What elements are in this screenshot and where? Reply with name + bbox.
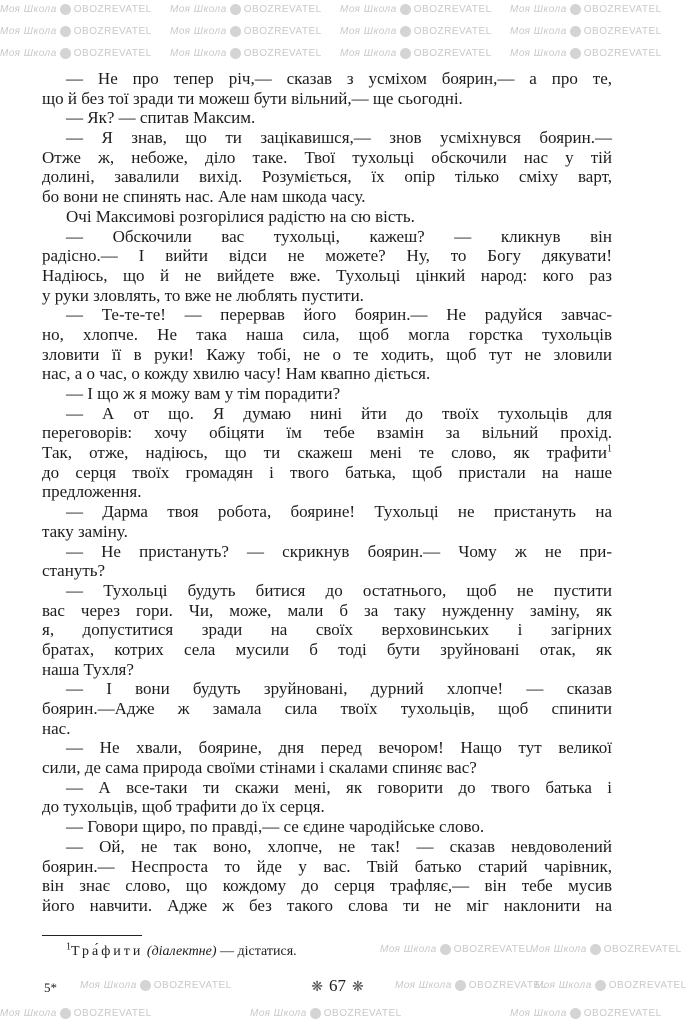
text-line-content: Надіюсь, що й не вийдете вже. Тухольці цінкий народ: кого раз <box>42 265 612 285</box>
watermark-school: Моя Школа <box>170 26 227 38</box>
text-line-content: до серця твоїх громадян і твого батька, щоб пристали на наше <box>42 462 612 482</box>
text-line-content: — Дарма твоя робота, боярине! Тухольці не пристануть на <box>66 502 612 522</box>
text-line-content: братах, котрих села мусили б тоді бути зруйновані отак, як <box>42 639 612 659</box>
text-line-content: нас. <box>42 718 71 738</box>
text-line <box>42 266 612 286</box>
ornament-left-icon: ❋ <box>311 980 323 995</box>
text-line-content: — Не хвали, боярине, дня перед вечором! Нащо тут великої <box>66 738 612 758</box>
text-line <box>42 660 612 680</box>
text-line-content: — Не про тепер річ,— сказав з усміхом боярин,— а про те, <box>66 69 612 88</box>
text-line-content: він знає слово, що кождому до серця трафляє,— він тебе мусив <box>42 876 612 896</box>
text-line-content: переговорів: хочу обіцяти їм тебе взамін за вільний прохід. <box>42 423 612 443</box>
text-line <box>42 463 612 483</box>
watermark-school: Моя Школа <box>0 48 57 60</box>
text-line <box>42 679 612 699</box>
text-line <box>42 364 612 384</box>
text-line <box>42 345 612 365</box>
watermark-school: Моя Школа <box>510 4 567 16</box>
footnote-divider <box>42 935 142 936</box>
watermark-logo-icon <box>60 26 71 37</box>
watermark-logo-icon <box>570 26 581 37</box>
watermark <box>0 48 152 60</box>
watermark-brand: OBOZREVATEL <box>453 944 532 956</box>
text-line-content: наша Тухля? <box>42 659 134 679</box>
watermark <box>510 1008 662 1020</box>
body-text <box>42 69 612 916</box>
text-line <box>42 581 612 601</box>
watermark-logo-icon <box>230 48 241 59</box>
text-line-content: радісно.— І вийти відси не можете? Ну, то Богу дякувати! <box>42 246 612 266</box>
text-line <box>42 778 612 798</box>
watermark-logo-icon <box>570 1008 581 1019</box>
footnote-reference: 1 <box>607 443 612 455</box>
text-line <box>42 423 612 443</box>
text-line-content: я, допуститися зради на своїх верховинських і загірних <box>42 620 612 640</box>
page-number: 67 <box>329 976 346 995</box>
watermark-brand: OBOZREVATEL <box>323 1008 402 1020</box>
watermark-school: Моя Школа <box>170 4 227 16</box>
watermark-brand: OBOZREVATEL <box>413 26 492 38</box>
watermark <box>250 1008 402 1020</box>
text-line-content: сили, де сама природа своїми стінами і скалами спиняє вас? <box>42 758 477 778</box>
text-line <box>42 167 612 187</box>
watermark-school: Моя Школа <box>250 1008 307 1020</box>
text-line-content: його навчити. Адже ж без такого слова ти не міг наклонити на <box>42 895 612 915</box>
text-line-content: у руки зловлять, то вже не люблять пустити. <box>42 285 364 305</box>
watermark <box>510 4 662 16</box>
watermark-brand: OBOZREVATEL <box>243 48 322 60</box>
watermark-school: Моя Школа <box>535 980 592 992</box>
watermark-logo-icon <box>400 26 411 37</box>
text-line <box>42 738 612 758</box>
watermark-brand: OBOZREVATEL <box>413 4 492 16</box>
watermark-school: Моя Школа <box>340 48 397 60</box>
footnote <box>66 941 297 960</box>
watermark-logo-icon <box>595 980 606 991</box>
watermark-school: Моя Школа <box>170 48 227 60</box>
watermark-brand: OBOZREVATEL <box>583 26 662 38</box>
text-line-content: — І що ж я можу вам у тім порадити? <box>66 384 341 403</box>
text-line-content: що й без тої зради ти можеш бути вільний,— ще сьогодні. <box>42 88 463 108</box>
watermark-brand: OBOZREVATEL <box>153 980 232 992</box>
text-line <box>42 876 612 896</box>
watermark <box>340 26 492 38</box>
watermark-brand: OBOZREVATEL <box>243 4 322 16</box>
watermark <box>0 26 152 38</box>
text-line <box>42 640 612 660</box>
text-line <box>42 542 612 562</box>
text-line-content: — Ой, не так воно, хлопче, не так! — сказав невдоволений <box>66 836 612 856</box>
text-line <box>42 699 612 719</box>
text-line <box>42 286 612 306</box>
watermark-logo-icon <box>230 26 241 37</box>
text-line <box>42 758 612 778</box>
text-line <box>42 502 612 522</box>
text-line <box>42 148 612 168</box>
watermark-school: Моя Школа <box>340 26 397 38</box>
printer-signature: 5* <box>44 980 57 995</box>
text-line <box>42 108 612 128</box>
watermark-logo-icon <box>310 1008 321 1019</box>
text-line-content: таку заміну. <box>42 521 128 541</box>
text-line <box>42 325 612 345</box>
watermark-logo-icon <box>570 4 581 15</box>
watermark-brand: OBOZREVATEL <box>583 4 662 16</box>
text-line <box>42 719 612 739</box>
text-line-content: долині, завалили вихід. Розуміється, їх опір тілько сміху варт, <box>42 167 612 187</box>
watermark <box>170 4 322 16</box>
watermark <box>510 26 662 38</box>
watermark-logo-icon <box>570 48 581 59</box>
footnote-definition: — дістатися. <box>216 944 297 959</box>
text-line-content: зловити її в руки! Кажу тобі, не о те ходить, щоб тут не зловили <box>42 344 612 364</box>
text-line <box>42 620 612 640</box>
text-line-content: Так, отже, надіюсь, що ти скажеш мені те слово, як трафити <box>42 443 607 463</box>
watermark <box>80 980 232 992</box>
watermark-school: Моя Школа <box>0 4 57 16</box>
text-line <box>42 227 612 247</box>
watermark-school: Моя Школа <box>380 944 437 956</box>
watermark <box>510 48 662 60</box>
watermark-brand: OBOZREVATEL <box>413 48 492 60</box>
text-line-content: — Обскочили вас тухольці, кажеш? — кликнув він <box>66 226 612 246</box>
text-line <box>42 404 612 424</box>
text-line-content: стануть? <box>42 561 106 581</box>
watermark-brand: OBOZREVATEL <box>603 944 682 956</box>
watermark-school: Моя Школа <box>0 1008 57 1020</box>
watermark-brand: OBOZREVATEL <box>583 1008 662 1020</box>
watermark <box>0 1008 152 1020</box>
footnote-mark: 1 <box>66 941 71 953</box>
text-line-content: предложення. <box>42 482 142 502</box>
watermark <box>535 980 687 992</box>
text-line-content: вас через гори. Чи, може, мали б за таку нужденну заміну, як <box>42 600 612 620</box>
text-line-content: боярин.—Адже ж замала сила твоїх тухольців, щоб спинити <box>42 699 612 718</box>
text-line <box>42 817 612 837</box>
watermark-school: Моя Школа <box>340 4 397 16</box>
ornament-right-icon: ❋ <box>352 980 364 995</box>
watermark-school: Моя Школа <box>510 48 567 60</box>
watermark-brand: OBOZREVATEL <box>608 980 687 992</box>
text-line <box>42 896 612 916</box>
watermark-brand: OBOZREVATEL <box>73 4 152 16</box>
text-line <box>42 246 612 266</box>
watermark-logo-icon <box>400 48 411 59</box>
watermark-school: Моя Школа <box>530 944 587 956</box>
text-line <box>42 69 612 89</box>
watermark <box>0 4 152 16</box>
text-line-content: Очі Максимові розгорілися радістю на сю вість. <box>66 206 415 226</box>
text-line-content: — Говори щиро, по правді,— се єдине чародійське слово. <box>66 817 485 837</box>
watermark-logo-icon <box>60 4 71 15</box>
watermark-logo-icon <box>140 980 151 991</box>
text-line <box>42 384 612 404</box>
footnote-qualifier: (діалектне) <box>146 944 217 959</box>
watermark-brand: OBOZREVATEL <box>243 26 322 38</box>
watermark-brand: OBOZREVATEL <box>73 26 152 38</box>
watermark <box>380 944 532 956</box>
text-line-content: — Не пристануть? — скрикнув боярин.— Чому ж не при- <box>66 541 612 561</box>
watermark-logo-icon <box>230 4 241 15</box>
watermark-school: Моя Школа <box>510 1008 567 1020</box>
watermark-logo-icon <box>60 48 71 59</box>
text-line <box>42 857 612 877</box>
text-line <box>42 187 612 207</box>
watermark-school: Моя Школа <box>0 26 57 38</box>
watermark <box>340 4 492 16</box>
text-line <box>42 522 612 542</box>
watermark <box>395 980 547 992</box>
text-line-content: — Те-те-те! — перервав його боярин.— Не радуйся завчас- <box>66 305 612 325</box>
text-line <box>42 601 612 621</box>
text-line <box>42 89 612 109</box>
text-line <box>42 482 612 502</box>
text-line <box>42 797 612 817</box>
watermark-brand: OBOZREVATEL <box>73 1008 152 1020</box>
watermark <box>170 26 322 38</box>
watermark-school: Моя Школа <box>80 980 137 992</box>
watermark-logo-icon <box>400 4 411 15</box>
text-line-content: — Я знав, що ти зацікавишся,— знов усміхнувся боярин.— <box>66 128 612 148</box>
text-line-content: — І вони будуть зруйновані, дурний хлопче! — сказав <box>66 679 612 699</box>
text-line <box>42 837 612 857</box>
text-line <box>42 305 612 325</box>
watermark-school: Моя Школа <box>510 26 567 38</box>
text-line <box>42 128 612 148</box>
text-line <box>42 207 612 227</box>
text-line-content: — А от що. Я думаю нині йти до твоїх тухольців для <box>66 403 612 423</box>
watermark-brand: OBOZREVATEL <box>583 48 662 60</box>
text-line <box>42 561 612 581</box>
watermark-logo-icon <box>60 1008 71 1019</box>
text-line-content: бо вони не спинять нас. Але нам шкода часу. <box>42 187 366 207</box>
text-line-content: — Як? — спитав Максим. <box>66 108 256 128</box>
text-line-content: — А все-таки ти скажи мені, як говорити до твого батька і <box>66 777 612 797</box>
page-number-block <box>305 976 369 998</box>
text-line-content: — Тухольці будуть битися до остатнього, щоб не пустити <box>66 580 612 600</box>
text-line-content: но, хлопче. Не така наша сила, щоб могла горстка тухольців <box>42 324 612 344</box>
text-line-content: Отже ж, небоже, діло таке. Твої тухольці обскочили нас у тій <box>42 147 612 167</box>
watermark-logo-icon <box>590 944 601 955</box>
watermark-logo-icon <box>455 980 466 991</box>
watermark-school: Моя Школа <box>395 980 452 992</box>
watermark-brand: OBOZREVATEL <box>73 48 152 60</box>
text-line <box>42 443 612 463</box>
watermark-brand: OBOZREVATEL <box>468 980 547 992</box>
text-line-content: боярин.— Неспроста то йде у вас. Твій батько старий чарівник, <box>42 856 612 876</box>
watermark <box>340 48 492 60</box>
text-line-content: до тухольців, щоб трафити до їх серця. <box>42 797 325 817</box>
text-line-content: нас, а о час, о кожду хвилю часу! Нам квапно діється. <box>42 364 431 384</box>
footnote-term: Тра́фити <box>71 944 144 959</box>
watermark <box>170 48 322 60</box>
watermark-logo-icon <box>440 944 451 955</box>
watermark <box>530 944 682 956</box>
